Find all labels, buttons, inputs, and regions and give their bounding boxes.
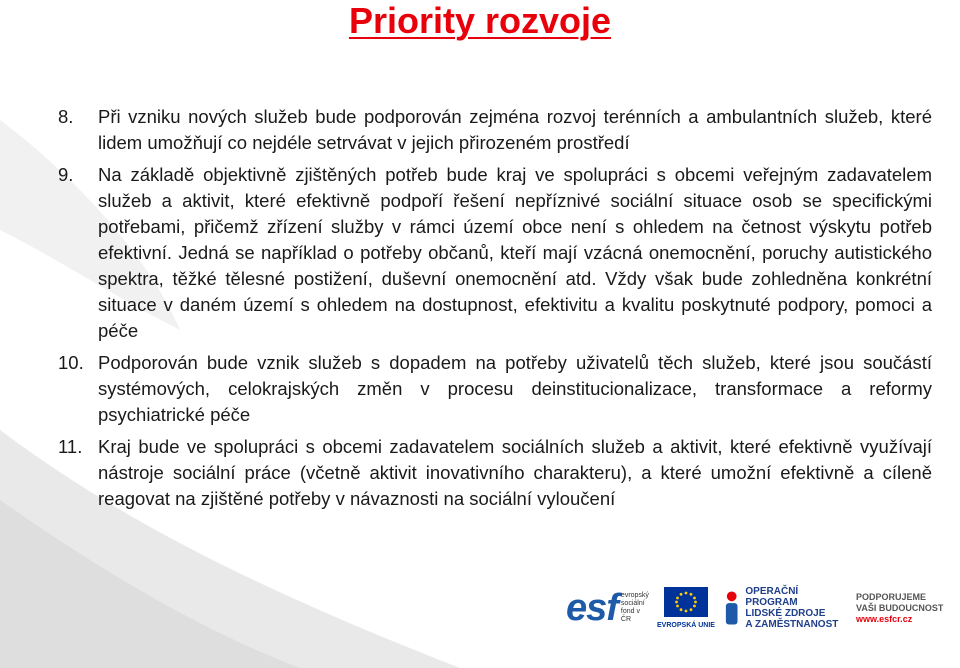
item-number: 11.	[58, 436, 83, 457]
item-text: Kraj bude ve spolupráci s obcemi zadavatelem sociálních služeb a aktivit, které efektivně využívají nástroje sociální práce (včetně aktivit inovativního charakteru), a které umožní efektivně a cíleně reagovat na zjištěné potřeby v návaznosti na sociální vyloučení	[98, 436, 932, 509]
list-item	[58, 350, 932, 428]
list-item	[58, 434, 932, 512]
op-logo-text: OPERAČNÍ PROGRAM LIDSKÉ ZDROJE A ZAMĚSTNANOST	[745, 586, 839, 630]
esf-logo	[566, 587, 650, 630]
support-logo: PODPORUJEME VAŠI BUDOUCNOST www.esfcr.cz	[856, 592, 956, 624]
item-text: Při vzniku nových služeb bude podporován zejména rozvoj terénních a ambulantních služeb, které lidem umožňují co nejdéle setrvávat v jejich přirozeném prostředí	[98, 106, 932, 153]
item-number: 10.	[58, 352, 84, 373]
esf-logo-caption: evropský sociální fond v ČR	[620, 592, 649, 623]
page-title: Priority rozvoje	[348, 0, 612, 41]
priority-list	[58, 104, 932, 518]
eu-flag-logo	[656, 587, 716, 630]
logo-strip	[566, 580, 958, 636]
list-item	[58, 162, 932, 344]
item-number: 8.	[58, 106, 74, 127]
item-text: Podporován bude vznik služeb s dopadem na potřeby uživatelů těch služeb, které jsou součástí systémových, celokrajských změn v procesu deinstitucionalizace, transformace a reformy psychiatrické péče	[98, 352, 932, 425]
item-number: 9.	[58, 164, 74, 185]
op-person-icon	[722, 590, 741, 626]
eu-caption: EVROPSKÁ UNIE	[657, 621, 715, 629]
item-text: Na základě objektivně zjištěných potřeb bude kraj ve spolupráci s obcemi veřejným zadavatelem služeb a aktivit, které efektivně podpoří řešení nepříznivé sociální situace osob se specifickými potřebami, přičemž zřízení služby v rámci území obce není s ohledem na četnost výskytu potřeb efektivní. Jedná se například o potřeby občanů, kteří mají vzácná onemocnění, poruchy autistického spektra, těžké tělesné postižení, duševní onemocnění atd. Vždy však bude zohledněna konkrétní situace v daném území s ohledem na dostupnost, efektivitu a kvalitu poskytnuté podpory, pomoci a péče	[98, 164, 932, 341]
esf-logo-word: esf	[566, 586, 618, 629]
op-logo	[722, 586, 850, 630]
list-item	[58, 104, 932, 156]
eu-flag-icon	[664, 587, 708, 617]
support-url: www.esfcr.cz	[856, 614, 913, 624]
